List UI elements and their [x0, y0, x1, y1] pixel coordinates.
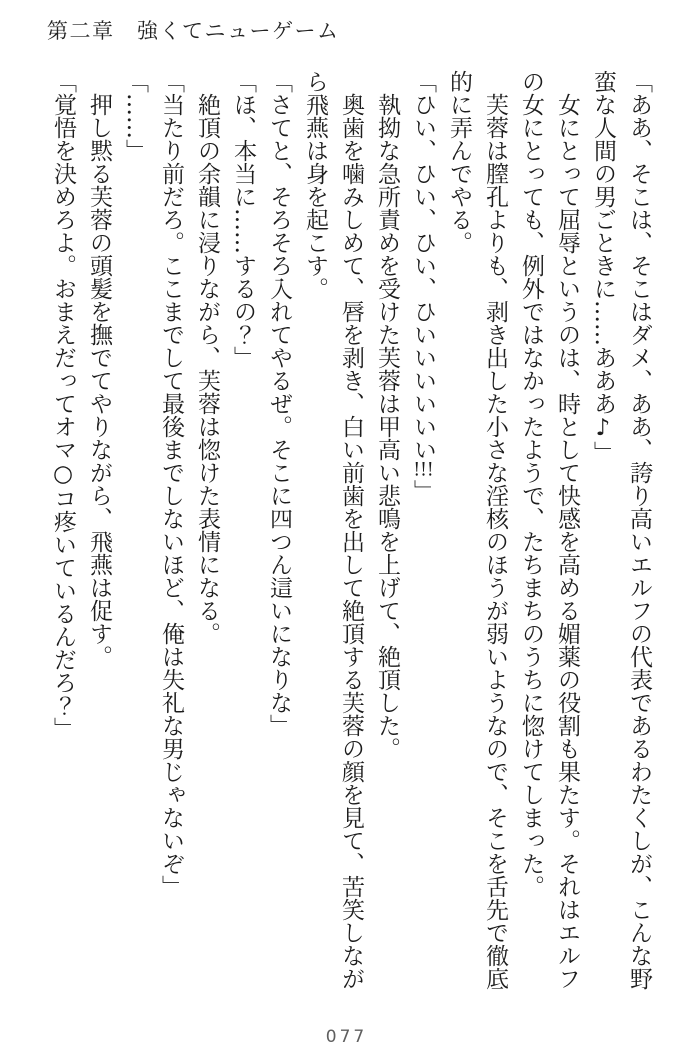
paragraph: 執拗な急所責めを受けた芙蓉は甲高い悲鳴を上げて、絶頂した。 — [374, 93, 400, 760]
paragraph: 「ああ、そこは、そこはダメ、ああ、誇り高いエルフの代表であるわたくしが、こんな野蛮な人間の男ごときに……あああ♪」 — [590, 70, 652, 990]
paragraph: 「……」 — [122, 70, 148, 162]
paragraph: 「覚悟を決めろよ。おまえだってオマ○コ疼いているんだろ？」 — [50, 70, 76, 740]
paragraph: 芙蓉は膣孔よりも、剥き出した小さな淫核のほうが弱いようなので、そこを舌先で徹底的に弄んでやる。 — [446, 70, 508, 990]
page-number: 077 — [325, 1027, 368, 1047]
paragraph: 「ほ、本当に……するの？」 — [230, 70, 256, 369]
paragraph: 「ひい、ひい、ひい、ひいいいいいい!!!」 — [410, 70, 436, 503]
paragraph: 「さてと、そろそろ入れてやるぜ。そこに四つん這いになりな」 — [266, 70, 292, 737]
chapter-header: 第二章 強くてニューゲーム — [47, 19, 340, 43]
tatechuyoko-exclamation: !!! — [413, 461, 434, 480]
paragraph: 女にとって屈辱というのは、時として快感を高める媚薬の役割も果たす。それはエルフの女にとっても、例外ではなかったようで、たちまちのうちに惚けてしまった。 — [518, 70, 580, 990]
paragraph: 奥歯を噛みしめて、唇を剥き、白い前歯を出して絶頂する芙蓉の顔を見て、苦笑しながら飛燕は身を起こす。 — [302, 70, 364, 990]
paragraph: 押し黙る芙蓉の頭髪を撫でてやりながら、飛燕は促す。 — [86, 93, 112, 668]
page-text — [35, 70, 657, 1002]
paragraph: 絶頂の余韻に浸りながら、芙蓉は惚けた表情になる。 — [194, 93, 220, 645]
paragraph: 「当たり前だろ。ここまでして最後までしないほど、俺は失礼な男じゃないぞ」 — [158, 70, 184, 898]
